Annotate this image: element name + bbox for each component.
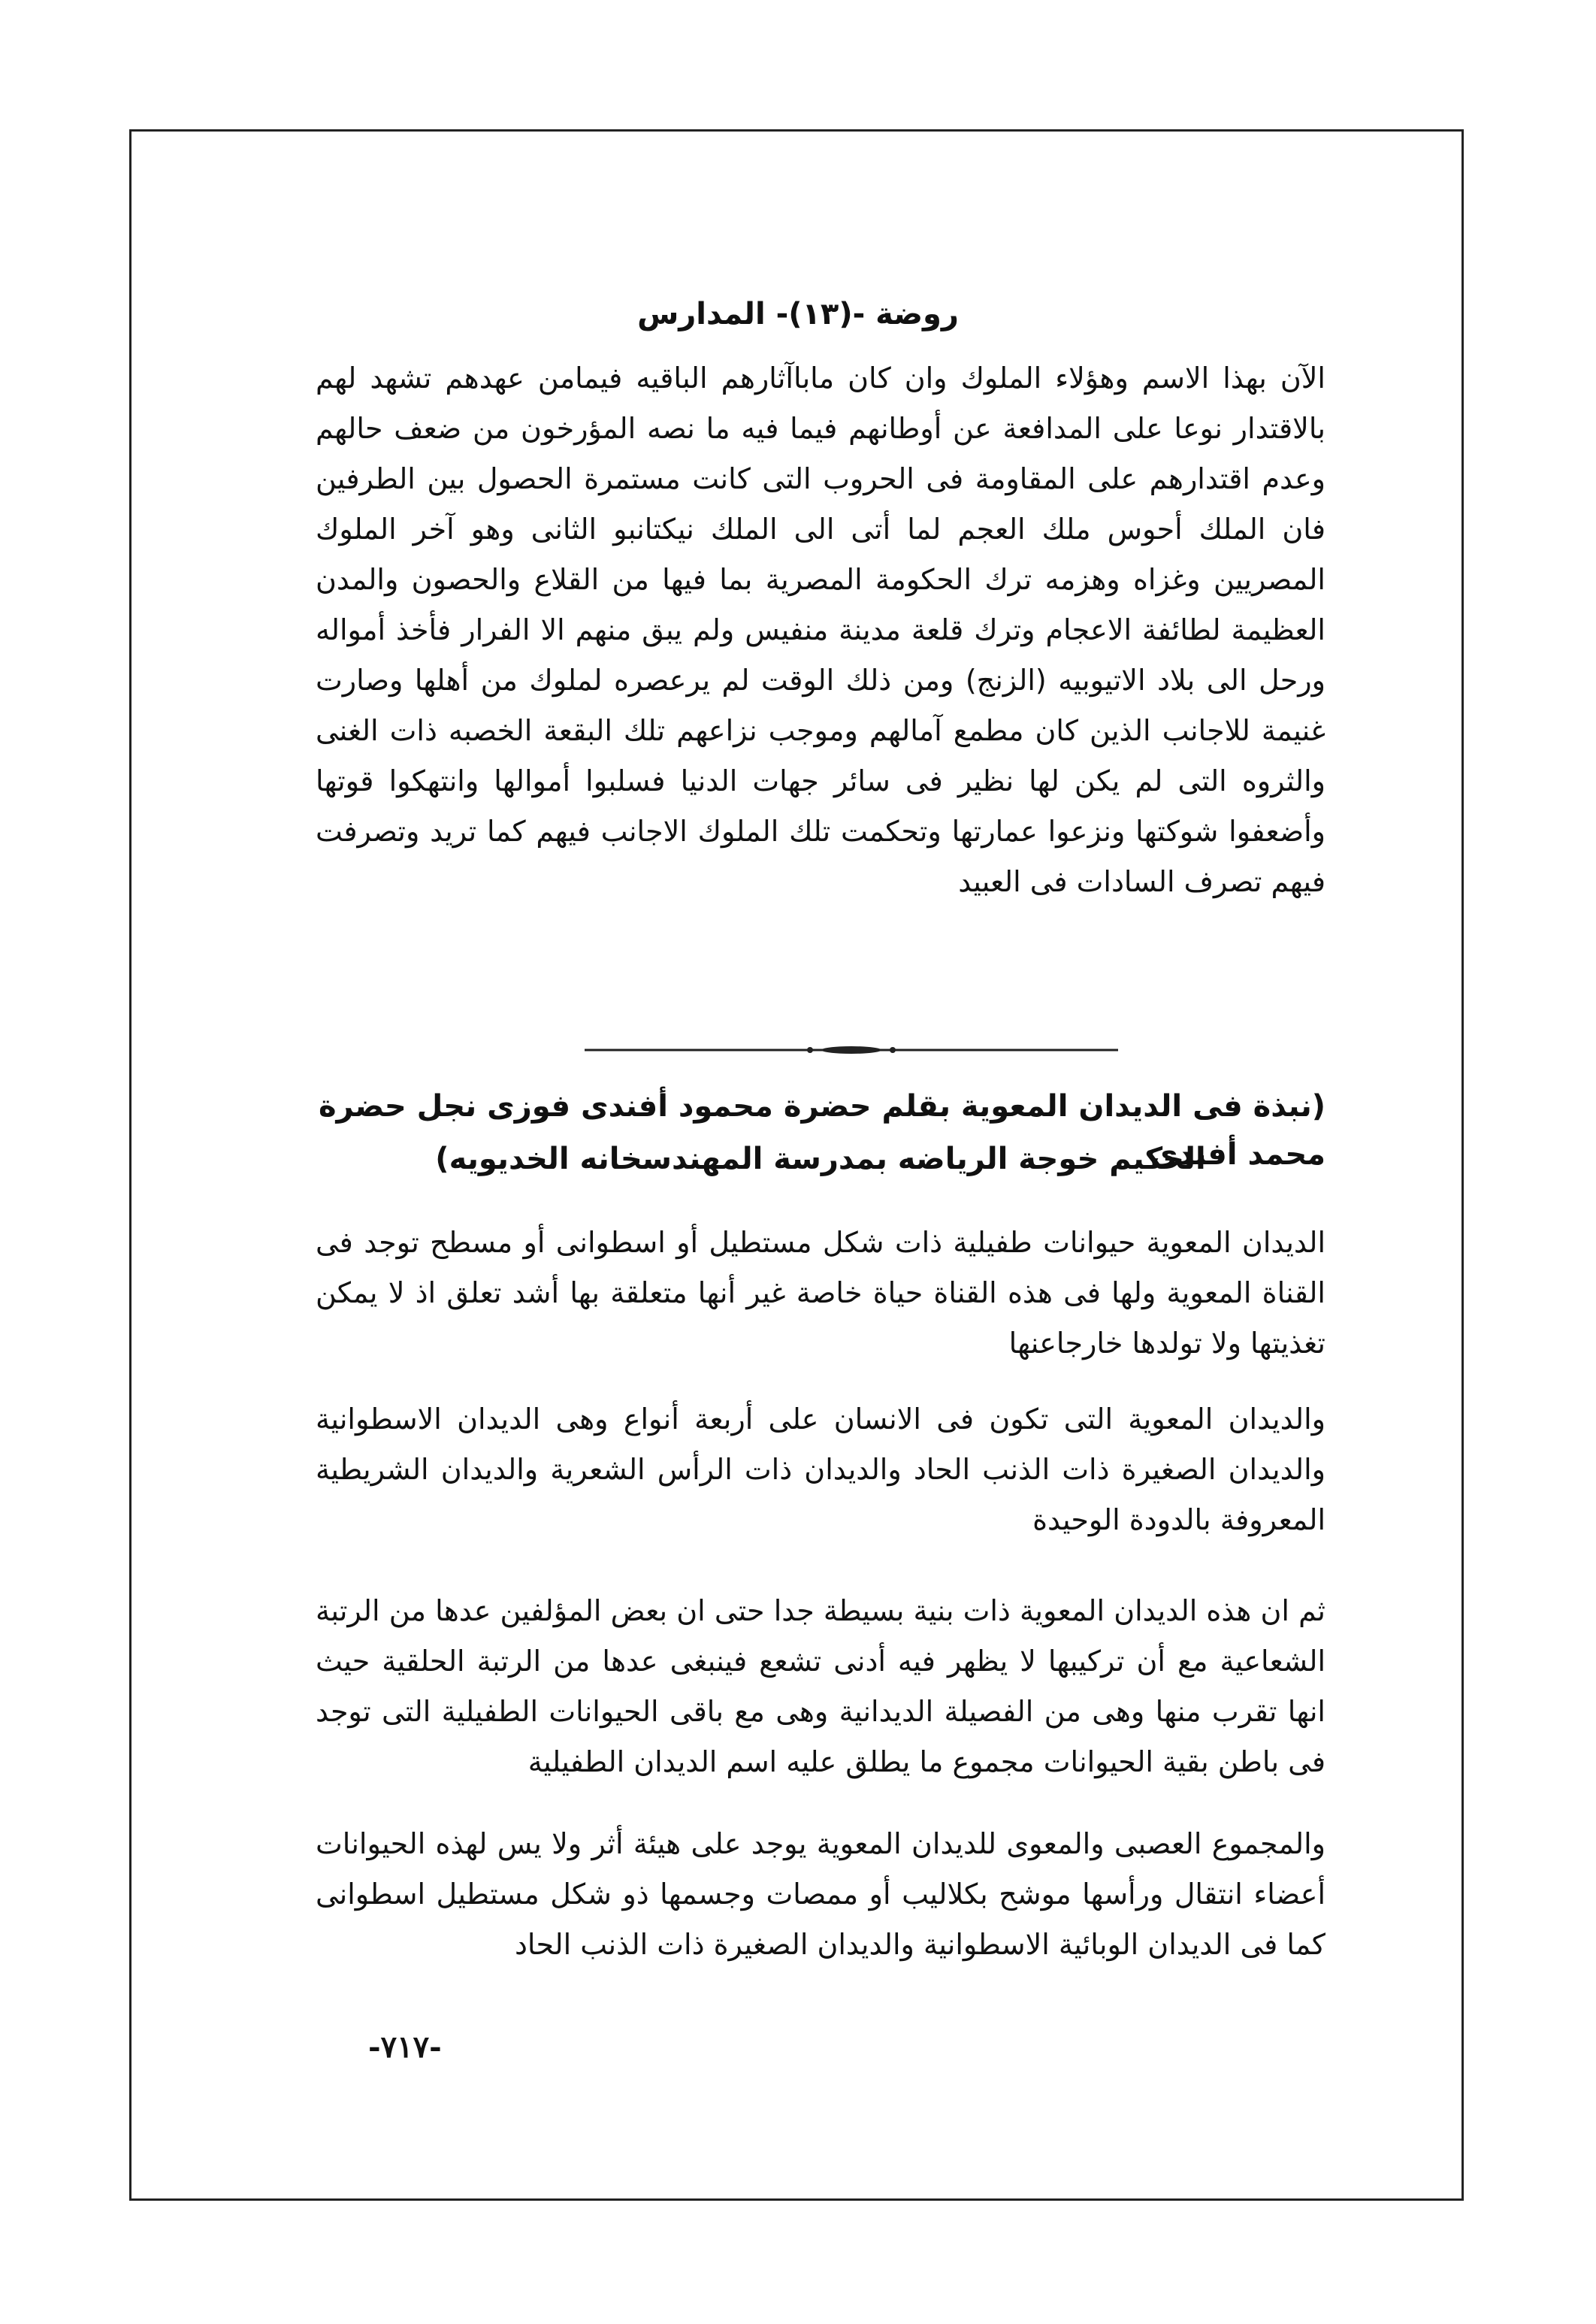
page-number: -٧١٧- [368,2029,442,2065]
section-divider [585,1045,1118,1055]
article-title-line-1: (نبذة فى الديدان المعوية بقلم حضرة محمود أفندى فوزى نجل حضرة محمد أفندى [318,1089,1325,1172]
paragraph-1: الآن بهذا الاسم وهؤلاء الملوك وان كان ماباآثارهم الباقيه فيمامن عهدهم تشهد لهم بالاقتدار نوعا على المدافعة عن أوطانهم فيما فيه ما نصه المؤرخون من ضعف حالهم وعدم اقتدارهم على المقاومة فى الحروب التى كانت مستمرة الحصول بين الطرفين فان الملك أحوس ملك العجم لما أتى الى الملك نيكتانبو الثانى وهو آخر الملوك المصريين وغزاه وهزمه ترك الحكومة المصرية بما فيها من القلاع والحصون والمدن العظيمة لطائفة الاعجام وترك قلعة مدينة منفيس ولم يبق منهم الا الفرار فأخذ أمواله ورحل الى بلاد الاتيوبيه (الزنج) ومن ذلك الوقت لم يرعصره لملوك من أهلها وصارت غنيمة للاجانب الذين كان مطمع آمالهم وموجب نزاعهم تلك البقعة الخصبه ذات الغنى والثروه التى لم يكن لها نظير فى سائر جهات الدنيا فسلبوا أموالها وانتهكوا قوتها وأضعفوا شوكتها ونزعوا عمارتها وتحكمت تلك الملوك الاجانب فيهم كما تريد وتصرفت فيهم تصرف السادات فى العبيد [316,362,1325,898]
article-title-line-2: الحكيم خوجة الرياضه بمدرسة المهندسخانه الخديويه) [435,1142,1206,1176]
running-header: روضة -(١٣)- المدارس [637,297,959,331]
paragraph-2: الديدان المعوية حيوانات طفيلية ذات شكل مستطيل أو اسطوانى أو مسطح توجد فى القناة المعوية ولها فى هذه القناة حياة خاصة غير أنها متعلقة بها أشد تعلق اذ لا يمكن تغذيتها ولا تولدها خارجاعنها [316,1226,1325,1360]
paragraph-5: والمجموع العصبى والمعوى للديدان المعوية يوجد على هيئة أثر ولا يس لهذه الحيوانات أعضاء انتقال ورأسها موشح بكلاليب أو ممصات وجسمها ذو شكل مستطيل اسطوانى كما فى الديدان الوبائية الاسطوانية والديدان الصغيرة ذات الذنب الحاد [316,1827,1325,1961]
paragraph-3: والديدان المعوية التى تكون فى الانسان على أربعة أنواع وهى الديدان الاسطوانية والديدان الصغيرة ذات الذنب الحاد والديدان ذات الرأس الشعرية والديدان الشريطية المعروفة بالدودة الوحيدة [316,1403,1325,1536]
paragraph-4: ثم ان هذه الديدان المعوية ذات بنية بسيطة جدا حتى ان بعض المؤلفين عدها من الرتبة الشعاعية مع أن تركيبها لا يظهر فيه أدنى تشعع فينبغى عدها من الرتبة الحلقية حيث انها تقرب منها وهى من الفصيلة الديدانية وهى مع باقى الحيوانات الطفيلية التى توجد فى باطن بقية الحيوانات مجموع ما يطلق عليه اسم الديدان الطفيلية [316,1594,1325,1778]
